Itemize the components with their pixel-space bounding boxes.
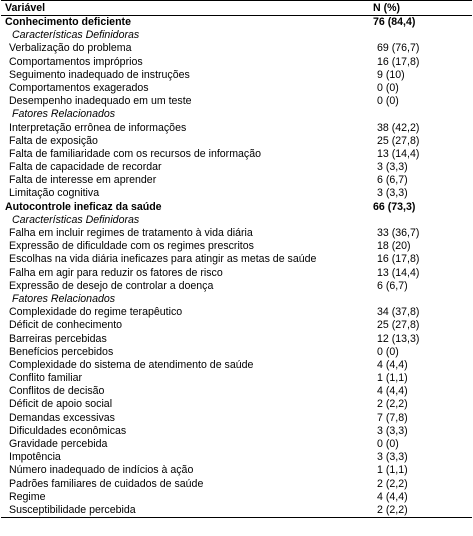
n-percent-cell: 7 (7,8) xyxy=(377,411,408,424)
n-percent-cell: 76 (84,4) xyxy=(373,16,416,28)
variable-cell: Falta de exposição xyxy=(9,134,98,147)
table-row xyxy=(1,174,472,187)
n-percent-cell: 66 (73,3) xyxy=(373,200,416,213)
n-percent-cell: 25 (27,8) xyxy=(377,134,420,147)
variable-cell: Falha em agir para reduzir os fatores de risco xyxy=(9,266,223,279)
variable-cell: Características Definidoras xyxy=(12,213,140,226)
table-row xyxy=(1,161,472,174)
header-n-percent: N (%) xyxy=(373,2,401,14)
n-percent-cell: 0 (0) xyxy=(377,438,399,450)
table-row xyxy=(1,478,472,491)
variable-cell: Escolhas na vida diária ineficazes para atingir as metas de saúde xyxy=(9,253,317,266)
table-row xyxy=(1,95,472,108)
variable-cell: Complexidade do sistema de atendimento de saúde xyxy=(9,358,254,371)
data-table xyxy=(1,0,472,518)
n-percent-cell: 3 (3,3) xyxy=(377,187,408,200)
table-bottom-rule xyxy=(1,517,472,518)
variable-cell: Benefícios percebidos xyxy=(9,345,114,358)
n-percent-cell: 1 (1,1) xyxy=(377,372,408,385)
table-row xyxy=(1,491,472,504)
variable-cell: Regime xyxy=(9,490,46,503)
section-subheading-row xyxy=(1,293,472,306)
table-row xyxy=(1,280,472,293)
variable-cell: Gravidade percebida xyxy=(9,438,108,450)
variable-cell: Barreiras percebidas xyxy=(9,332,107,345)
n-percent-cell: 33 (36,7) xyxy=(377,227,420,239)
variable-cell: Conhecimento deficiente xyxy=(5,16,131,28)
n-percent-cell: 16 (17,8) xyxy=(377,253,420,266)
variable-cell: Verbalização do problema xyxy=(9,42,132,55)
n-percent-cell: 4 (4,4) xyxy=(377,385,408,398)
table-row xyxy=(1,346,472,359)
table-row xyxy=(1,319,472,332)
n-percent-cell: 3 (3,3) xyxy=(377,161,408,174)
variable-cell: Susceptibilidade percebida xyxy=(9,503,136,516)
n-percent-cell: 34 (37,8) xyxy=(377,306,420,319)
table-row xyxy=(1,306,472,319)
variable-cell: Padrões familiares de cuidados de saúde xyxy=(9,477,204,490)
section-subheading-row xyxy=(1,108,472,121)
table-row xyxy=(1,398,472,411)
variable-cell: Desempenho inadequado em um teste xyxy=(9,95,192,108)
n-percent-cell: 6 (6,7) xyxy=(377,279,408,292)
variable-cell: Número inadequado de indícios à ação xyxy=(9,464,194,477)
variable-cell: Seguimento inadequado de instruções xyxy=(9,68,190,81)
variable-cell: Autocontrole ineficaz da saúde xyxy=(5,200,162,213)
table-row xyxy=(1,333,472,346)
n-percent-cell: 4 (4,4) xyxy=(377,490,408,503)
diagnosis-row xyxy=(1,16,472,29)
table-row xyxy=(1,359,472,372)
n-percent-cell: 13 (14,4) xyxy=(377,147,420,160)
n-percent-cell: 0 (0) xyxy=(377,345,399,358)
n-percent-cell: 18 (20) xyxy=(377,240,411,253)
header-variable: Variável xyxy=(5,2,46,14)
variable-cell: Complexidade do regime terapêutico xyxy=(9,306,183,319)
diagnosis-row xyxy=(1,201,472,214)
table-row xyxy=(1,504,472,517)
variable-cell: Falta de capacidade de recordar xyxy=(9,161,162,174)
n-percent-cell: 9 (10) xyxy=(377,68,405,81)
table-row xyxy=(1,227,472,240)
table-row xyxy=(1,425,472,438)
n-percent-cell xyxy=(376,108,472,121)
variable-cell: Interpretação errônea de informações xyxy=(9,121,187,134)
table-row xyxy=(1,42,472,55)
variable-cell: Dificuldades econômicas xyxy=(9,424,127,437)
n-percent-cell: 25 (27,8) xyxy=(377,319,420,332)
table-row xyxy=(1,56,472,69)
table-row xyxy=(1,385,472,398)
n-percent-cell: 2 (2,2) xyxy=(377,477,408,490)
table-row xyxy=(1,69,472,82)
variable-cell: Conflito familiar xyxy=(9,372,83,385)
variable-cell: Comportamentos impróprios xyxy=(9,55,143,68)
table-header-row xyxy=(1,1,472,15)
table-row xyxy=(1,122,472,135)
n-percent-cell: 16 (17,8) xyxy=(377,55,420,68)
table-row xyxy=(1,82,472,95)
n-percent-cell xyxy=(376,214,472,227)
n-percent-cell: 0 (0) xyxy=(377,95,399,108)
variable-cell: Fatores Relacionados xyxy=(12,292,116,305)
section-subheading-row xyxy=(1,214,472,227)
variable-cell: Falta de interesse em aprender xyxy=(9,174,157,187)
table-row xyxy=(1,253,472,266)
n-percent-cell: 2 (2,2) xyxy=(377,503,408,516)
table-row xyxy=(1,372,472,385)
table-row xyxy=(1,412,472,425)
table-row xyxy=(1,267,472,280)
n-percent-cell: 1 (1,1) xyxy=(377,464,408,477)
n-percent-cell xyxy=(376,29,472,42)
table-row xyxy=(1,451,472,464)
n-percent-cell: 38 (42,2) xyxy=(377,121,420,134)
variable-cell: Expressão de desejo de controlar a doença xyxy=(9,279,214,292)
table-body xyxy=(1,16,472,517)
variable-cell: Comportamentos exagerados xyxy=(9,81,149,94)
variable-cell: Falta de familiaridade com os recursos de informação xyxy=(9,147,262,160)
variable-cell: Expressão de dificuldade com os regimes prescritos xyxy=(9,240,254,253)
table-row xyxy=(1,135,472,148)
variable-cell: Características Definidoras xyxy=(12,29,140,42)
n-percent-cell: 4 (4,4) xyxy=(377,358,408,371)
table-row xyxy=(1,240,472,253)
variable-cell: Limitação cognitiva xyxy=(9,187,100,200)
section-subheading-row xyxy=(1,29,472,42)
variable-cell: Déficit de apoio social xyxy=(9,398,113,411)
n-percent-cell: 3 (3,3) xyxy=(377,424,408,437)
n-percent-cell: 69 (76,7) xyxy=(377,42,420,55)
variable-cell: Impotência xyxy=(9,451,61,464)
table-row xyxy=(1,438,472,451)
variable-cell: Déficit de conhecimento xyxy=(9,319,123,332)
variable-cell: Conflitos de decisão xyxy=(9,385,105,398)
variable-cell: Demandas excessivas xyxy=(9,411,115,424)
n-percent-cell: 3 (3,3) xyxy=(377,451,408,464)
n-percent-cell: 12 (13,3) xyxy=(377,332,420,345)
n-percent-cell: 2 (2,2) xyxy=(377,398,408,411)
n-percent-cell: 6 (6,7) xyxy=(377,174,408,187)
table-row xyxy=(1,464,472,477)
table-row xyxy=(1,187,472,200)
table-row xyxy=(1,148,472,161)
n-percent-cell: 0 (0) xyxy=(377,81,399,94)
n-percent-cell xyxy=(376,293,472,306)
variable-cell: Falha em incluir regimes de tratamento à vida diária xyxy=(9,227,253,239)
n-percent-cell: 13 (14,4) xyxy=(377,266,420,279)
variable-cell: Fatores Relacionados xyxy=(12,108,116,121)
